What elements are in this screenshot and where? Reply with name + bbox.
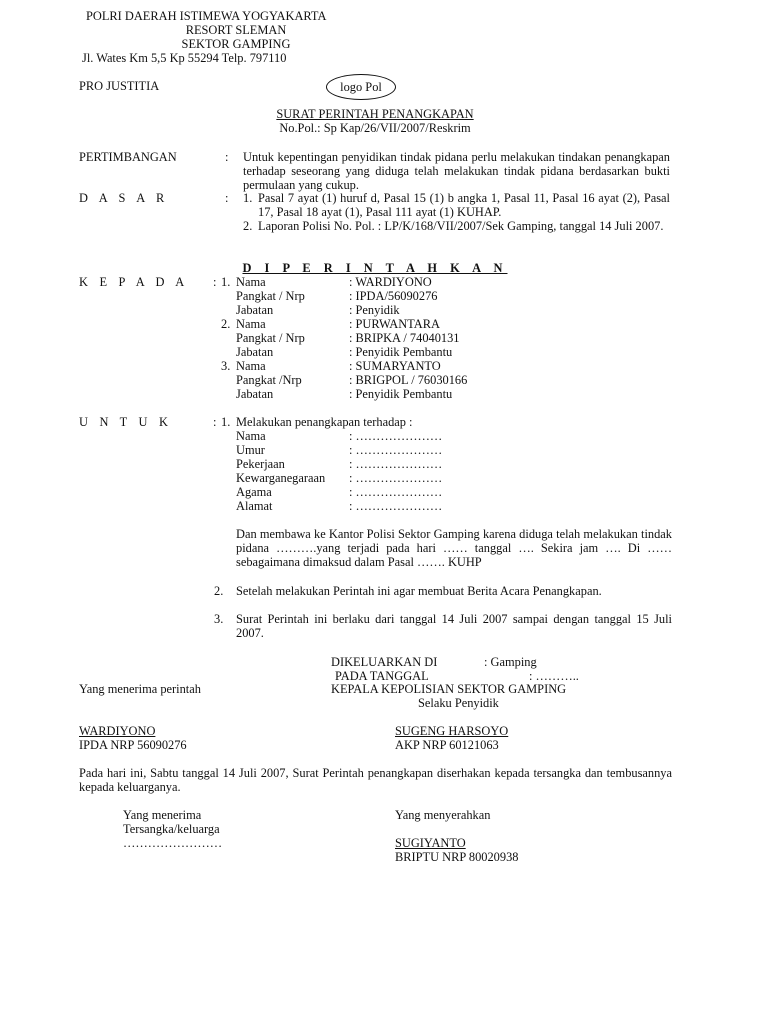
field-label-agama: Agama [236,485,272,499]
person-2-label-3: Jabatan [236,345,274,359]
left-signatory-nrp: IPDA NRP 56090276 [79,738,187,752]
person-3-num: 3. [221,359,231,373]
person-3-value-3: : Penyidik Pembantu [349,387,453,401]
person-1-num: 1. [221,275,231,289]
person-1-label-3: Jabatan [236,303,274,317]
person-3-label-2: Pangkat /Nrp [236,373,302,387]
person-3-label-3: Jabatan [236,387,274,401]
header-line-3: SEKTOR GAMPING [181,37,291,51]
person-1-value-3: : Penyidik [349,303,400,317]
dasar-colon: : [225,191,229,205]
untuk-item-1-num: 1. [221,415,231,429]
person-1-value-2: : IPDA/56090276 [349,289,438,303]
dasar-item-2-text: Laporan Polisi No. Pol. : LP/K/168/VII/2007/Sek Gamping, tanggal 14 Juli 2007. [258,219,664,233]
handover-left-line-2: Tersangka/keluarga [123,822,220,836]
person-2-value-1: : PURWANTARA [349,317,440,331]
dasar-item-2-num: 2. [243,219,253,233]
receiver-label: Yang menerima perintah [79,682,201,696]
person-3-value-1: : SUMARYANTO [349,359,441,373]
handover-left-line-1: Yang menerima [123,808,202,822]
person-2-value-3: : Penyidik Pembantu [349,345,453,359]
header-address: Jl. Wates Km 5,5 Kp 55294 Telp. 797110 [82,51,287,65]
diperintahkan-text: D I P E R I N T A H K A N [242,261,508,275]
pertimbangan-colon: : [225,150,229,164]
untuk-colon: : [213,415,217,429]
header-line-2: RESORT SLEMAN [185,23,287,37]
handover-right-line-1: Yang menyerahkan [395,808,491,822]
untuk-item-3-text: Surat Perintah ini berlaku dari tanggal 14 Juli 2007 sampai dengan tanggal 15 Juli 2007. [236,612,672,640]
untuk-paragraph: Dan membawa ke Kantor Polisi Sektor Gamping karena diduga telah melakukan tindak pidana ……….yang terjadi pada hari …… tanggal …. Sekira jam …. Di …… sebagaimana dimaksud dalam Pasal ……. KUHP [236,527,672,569]
official-title: KEPALA KEPOLISIAN SEKTOR GAMPING [331,682,567,696]
field-value-alamat: : ………………… [349,499,443,513]
pertimbangan-label: PERTIMBANGAN [79,150,177,164]
field-label-nama: Nama [236,429,266,443]
field-value-agama: : ………………… [349,485,443,499]
field-value-kewarganegaraan: : ………………… [349,471,443,485]
document-title: SURAT PERINTAH PENANGKAPAN [276,107,474,121]
pertimbangan-text: Untuk kepentingan penyidikan tindak pidana perlu melakukan tindakan penangkapan terhadap seseorang yang diduga telah melakukan tindak pidana berdasarkan bukti permulaan yang cukup. [243,150,670,192]
person-3-label-1: Nama [236,359,266,373]
field-label-kewarganegaraan: Kewarganegaraan [236,471,326,485]
right-signatory-name: SUGENG HARSOYO [395,724,509,738]
field-label-alamat: Alamat [236,499,273,513]
person-1-label-1: Nama [236,275,266,289]
issued-date-label: PADA TANGGAL [335,669,429,683]
official-subtitle: Selaku Penyidik [418,696,499,710]
diperintahkan-heading [200,261,550,275]
document-number: No.Pol.: Sp Kap/26/VII/2007/Reskrim [279,121,471,135]
dasar-label: D A S A R [79,191,169,205]
untuk-item-1-text: Melakukan penangkapan terhadap : [236,415,413,429]
person-3-value-2: : BRIGPOL / 76030166 [349,373,468,387]
field-value-pekerjaan: : ………………… [349,457,443,471]
kepada-colon: : [213,275,217,289]
person-2-label-1: Nama [236,317,266,331]
field-value-nama: : ………………… [349,429,443,443]
person-1-value-1: : WARDIYONO [349,275,432,289]
person-2-num: 2. [221,317,231,331]
handover-right-name: SUGIYANTO [395,836,466,850]
handover-text: Pada hari ini, Sabtu tanggal 14 Juli 2007, Surat Perintah penangkapan diserhakan kepada tersangka dan tembusannya kepada keluarganya. [79,766,672,794]
person-2-label-2: Pangkat / Nrp [236,331,305,345]
left-signatory-name: WARDIYONO [79,724,156,738]
field-value-umur: : ………………… [349,443,443,457]
untuk-item-2-num: 2. [214,584,224,598]
issued-date-row [331,669,591,683]
field-label-umur: Umur [236,443,265,457]
kepada-label: K E P A D A [79,275,189,289]
issued-place-label: DIKELUARKAN DI [331,655,438,669]
person-2-value-2: : BRIPKA / 74040131 [349,331,460,345]
dasar-item-1-text: Pasal 7 ayat (1) huruf d, Pasal 15 (1) b angka 1, Pasal 11, Pasal 16 ayat (2), Pasal 17, Pasal 18 ayat (1), Pasal 111 ayat (1) KUHAP. [258,191,670,219]
issued-date-value: : ……….. [529,669,579,683]
field-label-pekerjaan: Pekerjaan [236,457,285,471]
pro-justitia: PRO JUSTITIA [79,79,160,93]
untuk-item-3-num: 3. [214,612,224,626]
untuk-label: U N T U K [79,415,173,429]
header-line-1: POLRI DAERAH ISTIMEWA YOGYAKARTA [86,9,327,23]
handover-left-dots: …………………… [123,836,223,850]
dasar-item-1-num: 1. [243,191,253,205]
person-1-label-2: Pangkat / Nrp [236,289,305,303]
handover-right-nrp: BRIPTU NRP 80020938 [395,850,519,864]
right-signatory-nrp: AKP NRP 60121063 [395,738,499,752]
untuk-item-2-text: Setelah melakukan Perintah ini agar membuat Berita Acara Penangkapan. [236,584,602,598]
logo-placeholder: logo Pol [326,74,396,100]
issued-place-value: : Gamping [484,655,537,669]
